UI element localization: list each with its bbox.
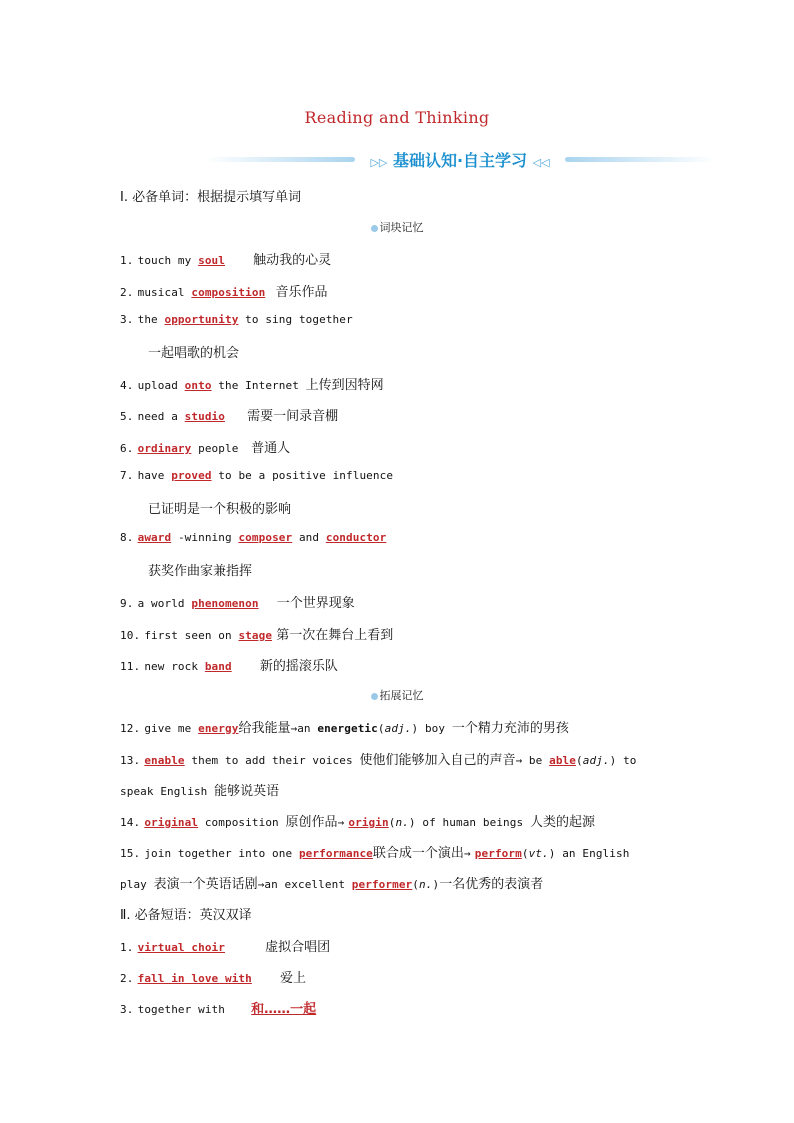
- list-item: 5. need a studio 需要一间录音棚: [120, 409, 339, 424]
- answer: phenomenon: [191, 597, 259, 610]
- subheading-extension-memory: 拓展记忆: [0, 687, 794, 703]
- arrow-icon: →: [257, 878, 265, 891]
- arrow-icon: →: [337, 816, 345, 829]
- answer: band: [204, 660, 232, 673]
- answer: 和……一起: [251, 1002, 317, 1017]
- list-item-continuation: play 表演一个英语话剧→an excellent performer(n.)一名优秀的表演者: [120, 877, 544, 892]
- answer: award: [137, 531, 172, 544]
- double-arrow-right-icon: ▷▷: [370, 156, 388, 169]
- double-arrow-left-icon: ◁◁: [532, 156, 550, 169]
- answer: opportunity: [164, 313, 239, 326]
- banner-right-bar: [565, 157, 715, 162]
- banner-text: 基础认知·自主学习: [392, 151, 528, 170]
- section-banner: [205, 146, 715, 172]
- list-item-translation: 一起唱歌的机会: [148, 346, 240, 361]
- list-item-translation: 获奖作曲家兼指挥: [148, 564, 253, 579]
- answer: ordinary: [137, 442, 192, 455]
- list-item-continuation: speak English 能够说英语: [120, 784, 280, 799]
- answer: energy: [198, 722, 239, 735]
- answer: performance: [298, 847, 373, 860]
- answer: fall in love with: [137, 972, 252, 985]
- list-item: 7. have proved to be a positive influence: [120, 469, 394, 482]
- answer: origin: [348, 816, 389, 829]
- answer: onto: [184, 379, 212, 392]
- list-item: 8. award -winning composer and conductor: [120, 531, 387, 544]
- answer: perform: [474, 847, 522, 860]
- phrase-item: 3. together with 和……一起: [120, 1002, 317, 1017]
- list-item: 11. new rock band 新的摇滚乐队: [120, 659, 338, 674]
- section1-heading: Ⅰ. 必备单词：根据提示填写单词: [120, 190, 302, 205]
- bullet-icon: [371, 693, 378, 700]
- answer: soul: [198, 254, 225, 267]
- list-item-translation: 已证明是一个积极的影响: [148, 502, 292, 517]
- arrow-icon: →: [515, 754, 523, 767]
- answer: composition: [191, 286, 266, 299]
- list-item: 12. give me energy给我能量→an energetic(adj.) boy 一个精力充沛的男孩: [120, 721, 569, 736]
- answer: studio: [184, 410, 225, 423]
- bullet-icon: [371, 225, 378, 232]
- list-item: 9. a world phenomenon 一个世界现象: [120, 596, 355, 611]
- list-item: 15. join together into one performance联合成一个演出→ perform(vt.) an English: [120, 846, 630, 861]
- list-item: 10. first seen on stage 第一次在舞台上看到: [120, 628, 394, 643]
- list-item: 2. musical composition 音乐作品: [120, 285, 328, 300]
- phrase-item: 2. fall in love with 爱上: [120, 971, 307, 986]
- answer: able: [549, 754, 576, 767]
- answer: conductor: [325, 531, 387, 544]
- list-item: 4. upload onto the Internet 上传到因特网: [120, 378, 384, 393]
- arrow-icon: →: [290, 722, 298, 735]
- banner-title: [350, 148, 570, 171]
- answer: original: [144, 816, 199, 829]
- arrow-icon: →: [463, 847, 471, 860]
- answer: composer: [238, 531, 293, 544]
- answer: stage: [238, 629, 273, 642]
- list-item: 1. touch my soul 触动我的心灵: [120, 253, 332, 268]
- answer: proved: [171, 469, 212, 482]
- list-item: 6. ordinary people 普通人: [120, 441, 291, 456]
- subheading-chunk-memory: 词块记忆: [0, 219, 794, 235]
- banner-left-bar: [205, 157, 355, 162]
- section2-heading: Ⅱ. 必备短语：英汉双译: [120, 908, 252, 923]
- answer: enable: [144, 754, 185, 767]
- answer: performer: [351, 878, 413, 891]
- list-item: 13. enable them to add their voices 使他们能够加入自己的声音→ be able(adj.) to: [120, 753, 637, 768]
- answer: virtual choir: [137, 941, 225, 954]
- list-item: 3. the opportunity to sing together: [120, 313, 353, 326]
- phrase-item: 1. virtual choir 虚拟合唱团: [120, 940, 331, 955]
- page-title: Reading and Thinking: [304, 108, 490, 127]
- list-item: 14. original composition 原创作品→ origin(n.) of human beings 人类的起源: [120, 815, 595, 830]
